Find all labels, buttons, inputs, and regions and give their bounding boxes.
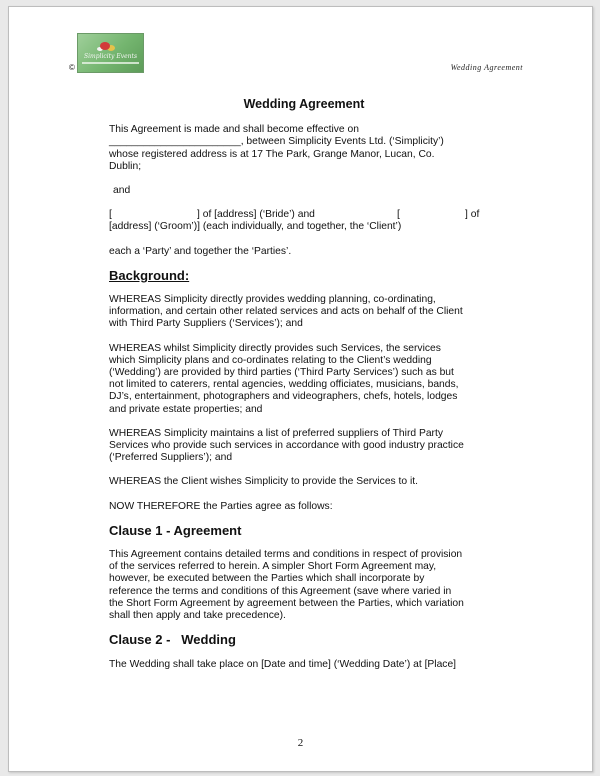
logo-tagline-bar <box>82 62 139 64</box>
bride-text: ] of [address] (‘Bride’) and <box>197 209 315 221</box>
groom-text: ] of <box>465 209 480 221</box>
copyright-symbol: © <box>69 63 75 72</box>
flower-icon <box>100 42 110 50</box>
whereas-paragraph-1 <box>109 294 499 331</box>
text-line: not limited to caterers, rental agencies, wedding officiates, musicians, bands, <box>109 379 459 391</box>
intro-line: Dublin; <box>109 160 142 172</box>
intro-paragraph <box>109 124 499 173</box>
text-line: This Agreement contains detailed terms and conditions in respect of provision <box>109 549 463 561</box>
parties-line <box>109 209 499 221</box>
intro-line: whose registered address is at 17 The Park, Grange Manor, Lucan, Co. <box>109 148 435 160</box>
text-line: which Simplicity plans and co-ordinates relating to the Client’s wedding <box>109 354 432 366</box>
text-line: shall then apply and take precedence). <box>109 610 286 622</box>
text-line: of the services referred to herein. A simpler Short Form Agreement may, <box>109 561 437 573</box>
whereas-paragraph-2 <box>109 343 499 416</box>
text-line: Services who provide such services in accordance with good industry practice <box>109 440 464 452</box>
bride-bracket: [ <box>109 209 112 221</box>
running-header-title: Wedding Agreement <box>450 63 523 72</box>
clause-1-heading: Clause 1 - Agreement <box>109 522 242 538</box>
whereas-paragraph-4: WHEREAS the Client wishes Simplicity to provide the Services to it. <box>109 476 419 488</box>
text-line: reference the terms and conditions of this Agreement (save where varied in <box>109 585 452 597</box>
text-line: however, be executed between the Parties which shall incorporate by <box>109 573 425 585</box>
groom-bracket: [ <box>397 209 400 221</box>
background-heading: Background: <box>109 267 190 283</box>
document-title: Wedding Agreement <box>243 97 365 111</box>
parties-line: [address] (‘Groom’)] (each individually, and together, the ‘Client’) <box>109 221 402 233</box>
now-therefore-paragraph: NOW THEREFORE the Parties agree as follows: <box>109 500 333 512</box>
and-paragraph: and <box>113 185 131 197</box>
document-page <box>8 6 593 772</box>
page-number: 2 <box>297 737 304 749</box>
logo-text: Simplicity Events <box>83 53 138 60</box>
text-line: WHEREAS Simplicity directly provides wedding planning, co-ordinating, <box>109 294 436 306</box>
clause-2-heading: Clause 2 - Wedding <box>109 632 236 648</box>
company-logo <box>77 33 144 73</box>
intro-line: _______________________, between Simplicity Events Ltd. (‘Simplicity’) <box>109 136 444 148</box>
text-line: with Third Party Suppliers (‘Services’); and <box>109 318 303 330</box>
text-line: DJ’s, entertainment, photographers and videographers, chefs, hotels, lodges <box>109 391 458 403</box>
text-line: the Short Form Agreement by agreement between the Parties, which variation <box>109 597 464 609</box>
text-line: (‘Wedding’) are provided by third parties (‘Third Party Services’) such as but <box>109 367 454 379</box>
document-body <box>109 98 499 683</box>
each-party-paragraph: each a ‘Party’ and together the ‘Parties’. <box>109 245 292 257</box>
text-line: WHEREAS whilst Simplicity directly provides such Services, the services <box>109 342 441 354</box>
intro-line: This Agreement is made and shall become effective on <box>109 124 359 136</box>
text-line: (‘Preferred Suppliers’); and <box>109 452 233 464</box>
clause-2-paragraph: The Wedding shall take place on [Date and time] (‘Wedding Date’) at [Place] <box>109 658 457 670</box>
whereas-paragraph-3 <box>109 428 499 465</box>
text-line: WHEREAS Simplicity maintains a list of preferred suppliers of Third Party <box>109 427 444 439</box>
text-line: and private estate properties; and <box>109 403 263 415</box>
text-line: information, and certain other related services and acts on behalf of the Client <box>109 306 463 318</box>
clause-1-paragraph <box>109 549 499 622</box>
parties-paragraph <box>109 209 499 233</box>
